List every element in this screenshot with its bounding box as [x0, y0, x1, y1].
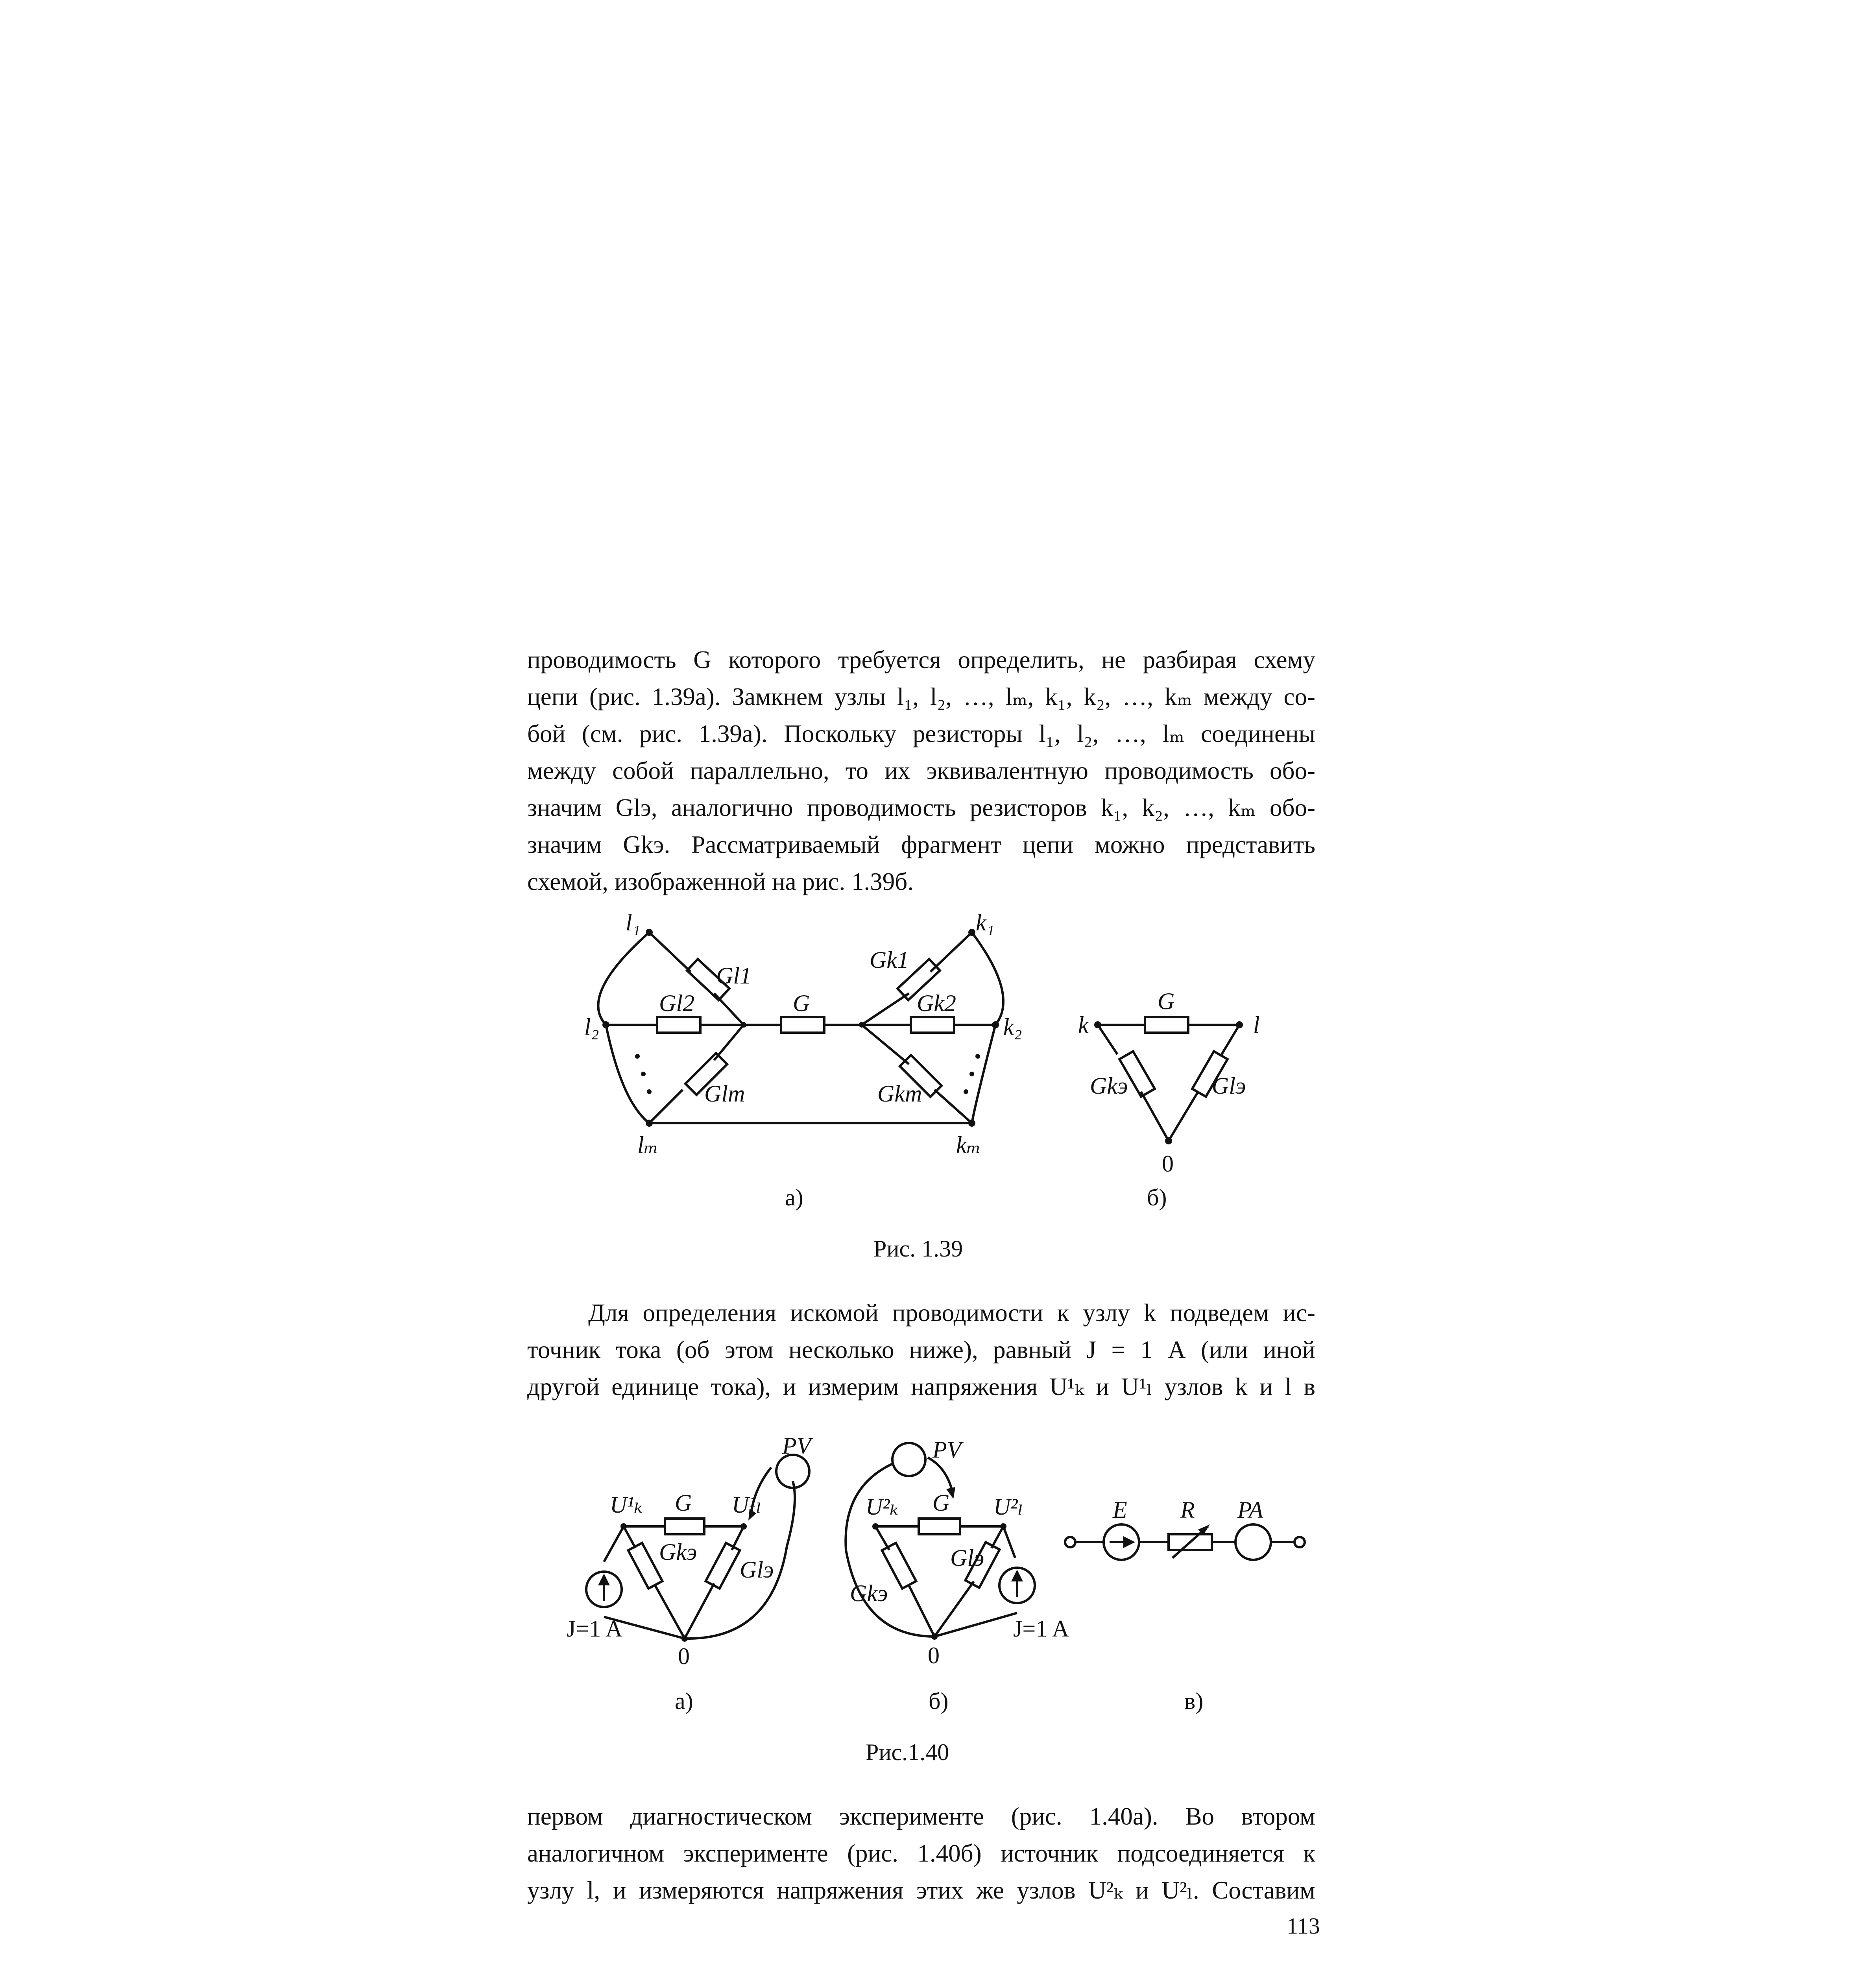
- resistor-g-label: G: [1158, 988, 1175, 1014]
- text-line: узлу l, и измеряются напряжения этих же узлов U²ₖ и U²ₗ. Составим: [527, 1877, 1315, 1904]
- text-line: значим Gkэ. Рассматриваемый фрагмент цепи можно представить: [527, 831, 1315, 858]
- voltmeter-pv-label: PV: [782, 1433, 811, 1459]
- current-source-label: J=1 A: [567, 1616, 623, 1642]
- text-line: аналогичном эксперименте (рис. 1.40б) источник подсоединяется к: [527, 1840, 1315, 1867]
- voltage-uk-label: U¹ₖ: [610, 1492, 643, 1518]
- resistor-gl1-label: Gl1: [716, 963, 752, 989]
- text-line: между собой параллельно, то их эквивалентную проводимость обо-: [527, 757, 1315, 784]
- resistor-gle-label: Glэ: [1212, 1073, 1246, 1099]
- paragraph-2: [527, 1294, 1315, 1405]
- text-line: другой единице тока), и измерим напряжения U¹ₖ и U¹ₗ узлов k и l в: [527, 1373, 1315, 1401]
- resistor-gke-label: Gkэ: [659, 1539, 697, 1565]
- text-line: Для определения искомой проводимости к узлу k подведем ис-: [588, 1299, 1315, 1327]
- node-zero-label: 0: [1162, 1151, 1174, 1177]
- ammeter-pa-label: PA: [1237, 1497, 1263, 1523]
- circuit-diagram-1-39a: [578, 910, 1022, 1161]
- text-line: цепи (рис. 1.39а). Замкнем узлы l₁, l₂, …, lₘ, k₁, k₂, …, kₘ между со-: [527, 683, 1315, 710]
- resistor-gl2-label: Gl2: [659, 990, 694, 1016]
- paragraph-3: [527, 1798, 1315, 1909]
- resistor-gk2-label: Gk2: [917, 990, 956, 1016]
- resistor-gke-label: Gkэ: [850, 1580, 888, 1606]
- node-zero-label: 0: [678, 1643, 690, 1669]
- voltage-ul-label: U²ₗ: [993, 1494, 1023, 1520]
- resistor-gle-label: Glэ: [950, 1545, 984, 1571]
- figure-1-40c: [1062, 1499, 1314, 1570]
- node-l2-label: l₂: [584, 1014, 599, 1040]
- text-line: схемой, изображенной на рис. 1.39б.: [527, 868, 914, 895]
- figure-1-39b: [1070, 987, 1291, 1192]
- figure-caption-1-40: Рис.1.40: [866, 1739, 949, 1765]
- node-k2-label: k₂: [1003, 1014, 1022, 1040]
- subcaption-1-40c: в): [1184, 1688, 1204, 1714]
- node-lm-label: lₘ: [637, 1132, 659, 1158]
- paragraph-1: [527, 641, 1315, 900]
- node-l-label: l: [1253, 1012, 1260, 1038]
- node-l1-label: l₁: [626, 910, 641, 936]
- figure-1-40a: [567, 1433, 842, 1676]
- node-k-label: k: [1078, 1012, 1089, 1038]
- resistor-r-label: R: [1180, 1497, 1195, 1523]
- text-line: значим Glэ, аналогично проводимость резисторов k₁, k₂, …, kₘ обо-: [527, 794, 1315, 821]
- text-line: бой (см. рис. 1.39а). Поскольку резисторы l₁, l₂, …, lₘ соединены: [527, 720, 1315, 747]
- subcaption-1-40b: б): [929, 1688, 949, 1714]
- subcaption-1-39a: а): [785, 1185, 803, 1210]
- source-e-label: E: [1113, 1497, 1127, 1523]
- circuit-diagram-1-40a: [567, 1433, 842, 1676]
- circuit-diagram-1-40c: [1062, 1499, 1314, 1570]
- node-k1-label: k₁: [976, 910, 995, 936]
- figure-caption-1-39: Рис. 1.39: [873, 1236, 963, 1262]
- resistor-g-label: G: [675, 1490, 692, 1516]
- voltage-ul-label: U¹ₗ: [732, 1492, 762, 1518]
- resistor-gkm-label: Gkm: [877, 1081, 922, 1107]
- voltage-uk-label: U²ₖ: [866, 1494, 899, 1520]
- circuit-diagram-1-39b: [1070, 987, 1291, 1192]
- resistor-g-label: G: [932, 1490, 950, 1516]
- resistor-gle-label: Glэ: [740, 1557, 774, 1583]
- node-zero-label: 0: [928, 1642, 940, 1668]
- page-number: 113: [1287, 1913, 1320, 1939]
- text-line: точник тока (об этом несколько ниже), равный J = 1 А (или иной: [527, 1336, 1315, 1364]
- voltmeter-pv-label: PV: [932, 1437, 962, 1463]
- figure-1-39a: [578, 910, 1022, 1161]
- resistor-gk1-label: Gk1: [870, 947, 909, 973]
- subcaption-1-39b: б): [1147, 1185, 1167, 1210]
- text-line: первом диагностическом эксперименте (рис. 1.40а). Во втором: [527, 1803, 1315, 1830]
- resistor-gke-label: Gkэ: [1090, 1073, 1128, 1099]
- subcaption-1-40a: а): [675, 1688, 693, 1714]
- node-km-label: kₘ: [956, 1132, 981, 1158]
- resistor-g-label: G: [793, 990, 810, 1016]
- current-source-label: J=1 A: [1013, 1616, 1069, 1642]
- resistor-glm-label: Glm: [704, 1081, 745, 1107]
- text-line: проводимость G которого требуется определить, не разбирая схему: [527, 646, 1315, 674]
